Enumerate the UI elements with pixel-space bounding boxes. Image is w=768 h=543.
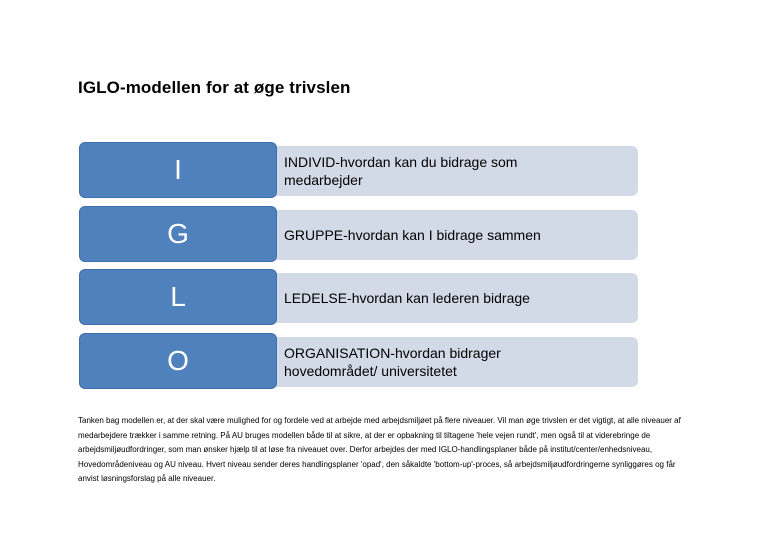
iglo-model (79, 142, 639, 396)
desc-box-gruppe (269, 210, 638, 260)
iglo-row-gruppe (79, 206, 639, 262)
iglo-row-ledelse (79, 269, 639, 325)
desc-box-individ (269, 146, 638, 196)
body-paragraph: Tanken bag modellen er, at der skal være mulighed for og fordele ved at arbejde med arbejdsmiljøet på flere niveauer. Vil man øge trivslen er det vigtigt, at alle niveauer af medarbejdere trækker i samme retning. På AU bruges modellen både til at sikre, at der er opbakning til tiltagene 'hele vejen rundt', men også til at viderebringe de arbejdsmiljøudfordringer, som man ønsker hjælp til at løse fra niveauet over. Derfor arbejdes der med IGLO-handlingsplaner både på institut/center/enhedsniveau, Hovedområdeniveau og AU niveau. Hvert niveau sender deres handlingsplaner 'opad', den såkaldte 'bottom-up'-proces, så arbejdsmiljøudfordringerne synliggøres og får anvist løsningsforslag på alle niveauer. (78, 416, 681, 483)
iglo-row-organisation (79, 333, 639, 389)
desc-text-ledelse: LEDELSE-hvordan kan lederen bidrage (284, 290, 530, 306)
letter-box-g: G (79, 206, 277, 262)
page-title: IGLO-modellen for at øge trivslen (78, 78, 351, 97)
letter-box-l: L (79, 269, 277, 325)
desc-box-ledelse (269, 273, 638, 323)
desc-text-organisation: ORGANISATION-hvordan bidrager hovedområdet/ universitetet (284, 344, 501, 379)
letter-box-o: O (79, 333, 277, 389)
desc-text-gruppe: GRUPPE-hvordan kan I bidrage sammen (284, 226, 541, 243)
iglo-row-individ (79, 142, 639, 198)
desc-text-individ: INDIVID-hvordan kan du bidrage som medarbejder (284, 154, 518, 188)
letter-box-i: I (79, 142, 277, 198)
desc-box-organisation (269, 337, 638, 387)
